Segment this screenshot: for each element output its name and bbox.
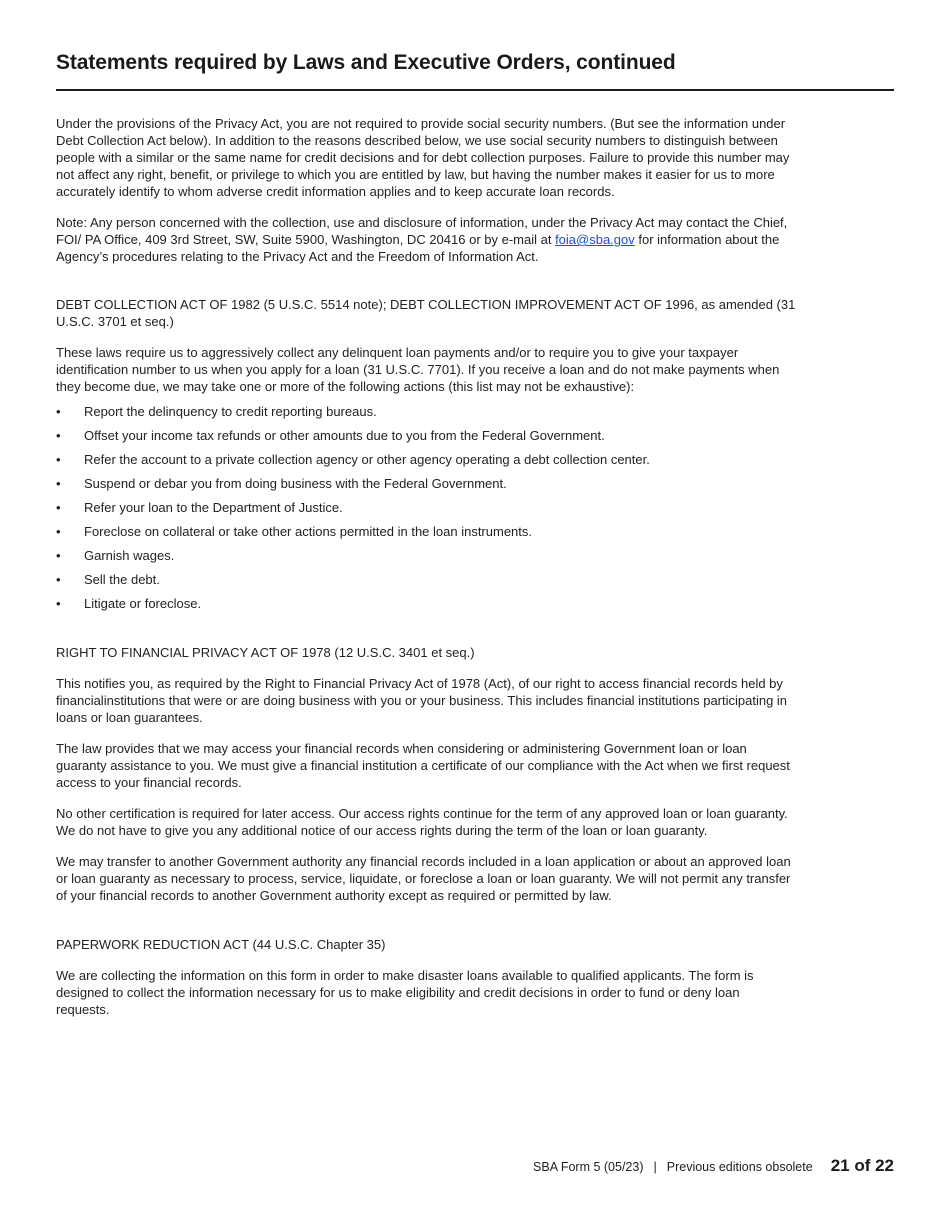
- list-item: • Foreclose on collateral or take other actions permitted in the loan instruments.: [56, 523, 796, 540]
- document-body: [56, 115, 796, 1032]
- debt-collection-heading: DEBT COLLECTION ACT OF 1982 (5 U.S.C. 5514 note); DEBT COLLECTION IMPROVEMENT ACT OF 1996, as amended (31 U.S.C. 3701 et seq.): [56, 297, 796, 329]
- financial-privacy-paragraph-1: This notifies you, as required by the Right to Financial Privacy Act of 1978 (Act), of our right to access financial records held by financialinstitutions that were or are doing business with you or your business. This includes financial institutions participating in loans or loan guarantees.: [56, 676, 788, 725]
- footer-separator: |: [653, 1160, 657, 1174]
- privacy-note-text: Note: Any person concerned with the collection, use and disclosure of information, under the Privacy Act may contact the Chief, FOI/ PA Office, 409 3rd Street, SW, Suite 5900, Washington, DC 20416 or by e-mail at: [56, 215, 788, 247]
- foia-email-link[interactable]: foia@sba.gov: [555, 232, 635, 247]
- list-item: • Offset your income tax refunds or other amounts due to you from the Federal Government.: [56, 427, 796, 444]
- page-number: 21 of 22: [830, 1156, 894, 1175]
- list-item: • Garnish wages.: [56, 547, 796, 564]
- page-footer: [533, 1156, 894, 1176]
- list-item: • Litigate or foreclose.: [56, 595, 796, 612]
- title-divider: [56, 89, 894, 91]
- financial-privacy-heading: RIGHT TO FINANCIAL PRIVACY ACT OF 1978 (12 U.S.C. 3401 et seq.): [56, 645, 475, 660]
- debt-collection-intro: These laws require us to aggressively collect any delinquent loan payments and/or to require you to give your taxpayer identification number to us when you apply for a loan (31 U.S.C. 7701). If you receive a loan and do not make payments when they become due, we may take one or more of the following actions (this list may not be exhaustive):: [56, 345, 780, 394]
- form-id: SBA Form 5 (05/23): [533, 1160, 644, 1174]
- debt-actions-list: [56, 403, 796, 612]
- edition-note: Previous editions obsolete: [666, 1160, 813, 1174]
- page-title: Statements required by Laws and Executive Orders, continued: [56, 51, 676, 74]
- privacy-note-text-end: for information about the Agency’s procedures relating to the Privacy Act and the Freedom of Information Act.: [56, 232, 780, 264]
- privacy-act-note: [56, 214, 796, 265]
- financial-privacy-paragraph-2: The law provides that we may access your financial records when considering or administering Government loan or loan guaranty assistance to you. We must give a financial institution a certificate of our compliance with the Act when we first request access to your financial records.: [56, 741, 790, 790]
- list-item: • Sell the debt.: [56, 571, 796, 588]
- list-item: • Refer your loan to the Department of Justice.: [56, 499, 796, 516]
- financial-privacy-paragraph-4: We may transfer to another Government authority any financial records included in a loan application or about an approved loan or loan guaranty as necessary to process, service, liquidate, or foreclose a loan or loan guaranty. We will not permit any transfer of your financial records to another Government authority except as required or permitted by law.: [56, 854, 791, 903]
- list-item: • Suspend or debar you from doing business with the Federal Government.: [56, 475, 796, 492]
- paperwork-reduction-heading: PAPERWORK REDUCTION ACT (44 U.S.C. Chapter 35): [56, 937, 386, 952]
- list-item: • Report the delinquency to credit reporting bureaus.: [56, 403, 796, 420]
- paperwork-reduction-paragraph: We are collecting the information on this form in order to make disaster loans available to qualified applicants. The form is designed to collect the information necessary for us to make eligibility and credit decisions in order to fund or deny loan requests.: [56, 968, 754, 1017]
- privacy-act-paragraph: Under the provisions of the Privacy Act, you are not required to provide social security numbers. (But see the information under Debt Collection Act below). In addition to the reasons described below, we use social security numbers to distinguish between people with a similar or the same name for credit decisions and for debt collection purposes. Failure to provide this number may not affect any right, benefit, or privilege to which you are entitled by law, but having the number makes it easier for us to more accurately identify to whom adverse credit information applies and to keep accurate loan records.: [56, 116, 790, 199]
- list-item: • Refer the account to a private collection agency or other agency operating a debt collection center.: [56, 451, 796, 468]
- financial-privacy-paragraph-3: No other certification is required for later access. Our access rights continue for the term of any approved loan or loan guaranty. We do not have to give you any additional notice of our access rights during the term of the loan or loan guaranty.: [56, 806, 788, 838]
